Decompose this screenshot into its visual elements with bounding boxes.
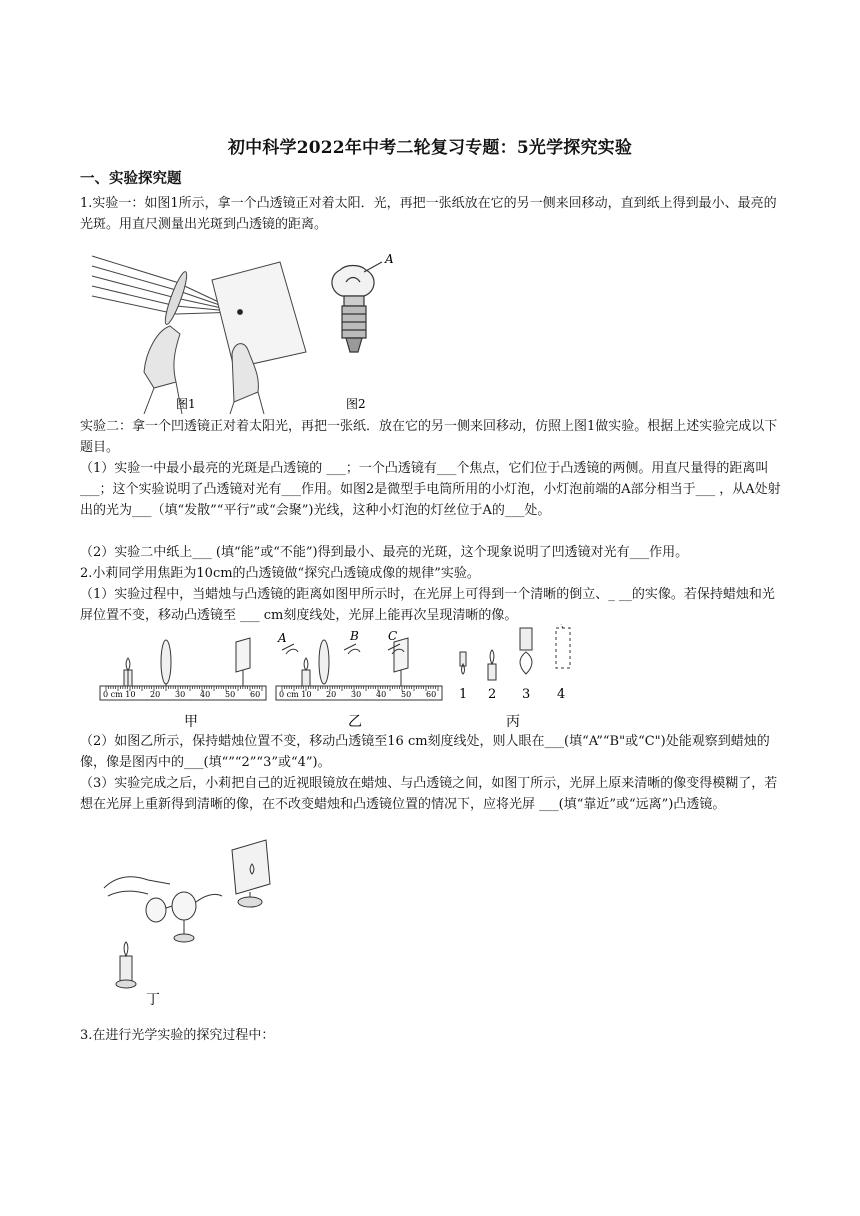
ruler-yi-label-30: 30 (351, 690, 362, 699)
fig2-caption: 图2 (346, 397, 366, 411)
fig-ding-caption: 丁 (146, 992, 160, 1006)
fig-yi-caption: 乙 (348, 714, 362, 730)
fig2-label-a: A (385, 252, 394, 266)
q2-part2: （2）如图乙所示，保持蜡烛位置不变，移动凸透镜至16 cm刻度线处，则人眼在___(填“A”“B"或“C")处能观察到蜡烛的像，像是图丙中的___(填“”“2”“3”或“4”)。 (80, 734, 770, 770)
figure-1 (92, 256, 306, 414)
ruler-yi-label-60: 60 (426, 690, 437, 699)
q1-part2: （2）实验二中纸上___ (填“能”或“不能”)得到最小、最亮的光斑，这个现象说明了凹透镜对光有___作用。 (80, 545, 689, 560)
ruler-jia-label-30: 30 (175, 690, 186, 699)
fig-bing-caption: 丙 (506, 714, 520, 730)
ruler-jia-label-20: 20 (150, 690, 161, 699)
figure-bing (460, 624, 570, 680)
figure-ding (98, 836, 278, 1006)
candle-number-1: 1 (459, 687, 468, 702)
ruler-jia-label-60: 60 (250, 690, 261, 699)
q2-part3: （3）实验完成之后，小莉把自己的近视眼镜放在蜡烛、与凸透镜之间，如图丁所示，光屏上原来清晰的像变得模糊了，若想在光屏上重新得到清晰的像，在不改变蜡烛和凸透镜位置的情况下，应将光屏 ___(填“靠近”或“远离”)凸透镜。 (80, 776, 778, 812)
candle-number-3: 3 (522, 687, 531, 702)
ruler-jia-label-40: 40 (200, 690, 211, 699)
eye-label-c: C (388, 629, 398, 643)
q2-part1: （1）实验过程中，当蜡烛与凸透镜的距离如图甲所示时，在光屏上可得到一个清晰的倒立、_ __的实像。若保持蜡烛和光屏位置不变，移动凸透镜至 ___ cm刻度线处，光屏上能再次呈现清晰的像。 (80, 587, 775, 623)
figure-2-bulb (332, 262, 382, 352)
q1-exp2: 实验二：拿一个凹透镜正对着太阳光，再把一张纸．放在它的另一侧来回移动，仿照上图1做实验。根据上述实验完成以下题目。 (80, 419, 778, 455)
figure-jia-yi-bing (98, 624, 588, 732)
eye-label-b: B (350, 629, 359, 643)
ruler-yi-label-40: 40 (376, 690, 387, 699)
section-heading: 一、实验探究题 (80, 171, 182, 187)
candle-number-4: 4 (557, 687, 566, 702)
q1-part1: （1）实验一中最小最亮的光斑是凸透镜的 ___；一个凸透镜有___个焦点，它们位于凸透镜的两侧。用直尺量得的距离叫 ___；这个实验说明了凸透镜对光有___作用。如图2是微型手电筒所用的小灯泡，小灯泡前端的A部分相当于___ ，从A处射出的光为___（填“发散”“平行”或“会聚”)光线，这种小灯泡的灯丝位于A的___处。 (80, 461, 781, 518)
ruler-jia-label-50: 50 (225, 690, 236, 699)
q2-intro: 2.小莉同学用焦距为10cm的凸透镜做“探究凸透镜成像的规律”实验。 (80, 566, 480, 581)
page-title: 初中科学2022年中考二轮复习专题：5光学探究实验 (227, 138, 633, 158)
ruler-yi-label-50: 50 (401, 690, 412, 699)
eye-label-a: A (278, 631, 287, 645)
ruler-yi-label-0: 0 cm 10 (279, 690, 312, 699)
ruler-yi-label-20: 20 (326, 690, 337, 699)
q3-intro: 3.在进行光学实验的探究过程中： (80, 1028, 275, 1043)
q1-intro: 1.实验一：如图1所示，拿一个凸透镜正对着太阳．光，再把一张纸放在它的另一侧来回移动，直到纸上得到最小、最亮的光斑。用直尺测量出光斑到凸透镜的距离。 (80, 196, 777, 232)
fig1-caption: 图1 (176, 397, 196, 411)
candle-number-2: 2 (488, 687, 497, 702)
ruler-jia-label-0: 0 cm 10 (103, 690, 136, 699)
figure-1-and-2 (84, 242, 416, 414)
fig-jia-caption: 甲 (184, 714, 198, 730)
